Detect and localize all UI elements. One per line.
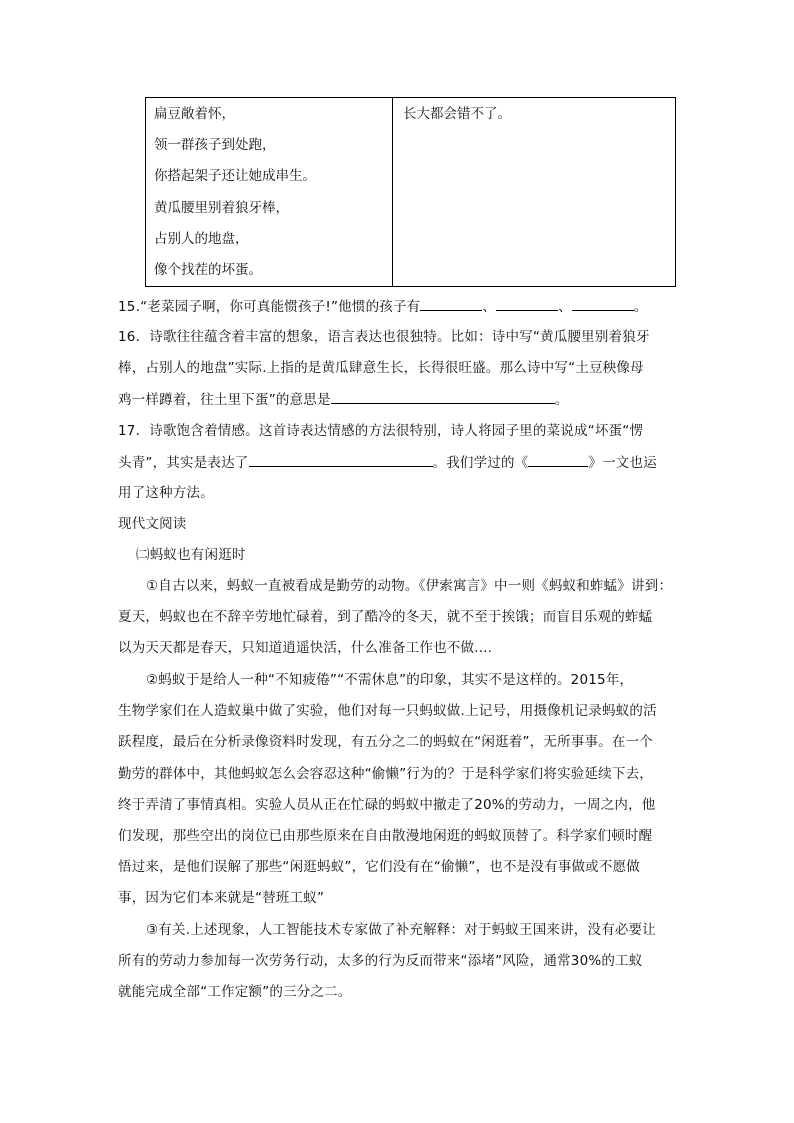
poem-table	[145, 97, 676, 287]
poem-line: 黄瓜腰里别着狼牙棒，	[154, 200, 289, 216]
poem-line: 像个找茬的坏蛋。	[154, 262, 262, 278]
answer-blank[interactable]	[420, 298, 482, 311]
paragraph-2-line: 跃程度，最后在分析录像资料时发现，有五分之二的蚂蚁在“闲逛着”，无所事事。在一个	[118, 734, 653, 750]
answer-blank[interactable]	[331, 391, 555, 404]
question-17-line-1: 17．诗歌饱含着情感。这首诗表达情感的方法很特别，诗人将园子里的菜说成“坏蛋“愣	[118, 423, 644, 439]
paragraph-2-line: 终于弄清了事情真相。实验人员从正在忙碌的蚂蚁中撤走了20%的劳动力，一周之内，他	[118, 797, 656, 813]
end-mark: 。	[633, 299, 648, 315]
end-mark: 。	[554, 392, 569, 408]
question-17-line-2a: 头青”，其实是表达了	[118, 455, 249, 471]
poem-line: 领一群孩子到处跑，	[154, 137, 276, 153]
question-17-line-2	[118, 454, 657, 471]
separator: 、	[482, 299, 497, 315]
paragraph-3-line: 所有的劳动力参加每一次劳务行动，太多的行为反而带来“添堵”风险，通常30%的工蚁	[118, 953, 643, 969]
question-16-line-1: 16．诗歌往往蕴含着丰富的想象，语言表达也很独特。比如：诗中写“黄瓜腰里别着狼牙	[118, 329, 650, 345]
poem-line: 你搭起架子还让她成串生。	[154, 168, 316, 184]
question-17-line-3: 用了这种方法。	[118, 485, 214, 501]
answer-blank[interactable]	[528, 454, 588, 467]
paragraph-2-line: 悟过来，是他们误解了那些“闲逛蚂蚁”，它们没有在“偷懒”，也不是没有事做或不愿做	[118, 859, 640, 875]
question-16-line-2: 棒，占别人的地盘”实际.上指的是黄瓜肆意生长，长得很旺盛。那么诗中写“土豆秧像母	[118, 360, 644, 376]
paragraph-1-line: 夏天，蚂蚁也在不辞辛劳地忙碌着，到了酷冷的冬天，就不至于挨饿；而盲目乐观的蚱蜢	[118, 609, 653, 625]
question-16-line-3	[118, 391, 568, 408]
poem-right-cell	[393, 98, 676, 287]
section-heading: 现代文阅读	[118, 516, 187, 532]
poem-line: 扁豆敞着怀，	[154, 106, 235, 122]
article-title: ㈡蚂蚁也有闲逛时	[136, 547, 246, 563]
answer-blank[interactable]	[249, 454, 433, 467]
answer-blank[interactable]	[572, 298, 634, 311]
answer-blank[interactable]	[496, 298, 558, 311]
paragraph-3-line: 就能完成全部“工作定额”的三分之二。	[118, 984, 352, 1000]
question-17-line-2b: 。我们学过的《	[432, 455, 529, 471]
paragraph-1-line: 以为天天都是春天，只知道逍遥快活，什么准备工作也不做....	[118, 640, 493, 656]
poem-line: 占别人的地盘，	[154, 231, 249, 247]
paragraph-1-line: ①自古以来，蚂蚁一直被看成是勤劳的动物。《伊索寓言》中一则《蚂蚁和蚱蜢》讲到：	[146, 578, 673, 594]
paragraph-2-line: 事，因为它们本来就是“替班工蚁”	[118, 890, 325, 906]
question-16-line-3-text: 鸡一样蹲着，往土里下蛋”的意思是	[118, 392, 331, 408]
question-17-line-2c: 》一文也运	[588, 455, 657, 471]
separator: 、	[558, 299, 572, 315]
paragraph-3-line: ③有关.上述现象，人工智能技术专家做了补充解释：对于蚂蚁王国来讲，没有必要让	[146, 922, 656, 938]
paragraph-2-line: 们发现，那些空出的岗位已由那些原来在自由散漫地闲逛的蚂蚁顶替了。科学家们顿时醒	[118, 828, 653, 844]
poem-right-text: 长大都会错不了。	[403, 106, 511, 122]
question-15	[118, 298, 647, 315]
question-15-text: 15.“老菜园子啊，你可真能惯孩子!”他惯的孩子有	[118, 299, 421, 315]
paragraph-2-line: 生物学家们在人造蚁巢中做了实验，他们对每一只蚂蚁做.上记号，用摄像机记录蚂蚁的活	[118, 703, 657, 719]
paragraph-2-line: 勤劳的群体中，其他蚂蚁怎么会容忍这种“偷懒”行为的？于是科学家们将实验延续下去，	[118, 766, 653, 782]
poem-left-cell	[146, 98, 393, 287]
paragraph-2-line: ②蚂蚁于是给人一种“不知疲倦”“不需休息”的印象，其实不是这样的。2015年，	[146, 672, 634, 688]
